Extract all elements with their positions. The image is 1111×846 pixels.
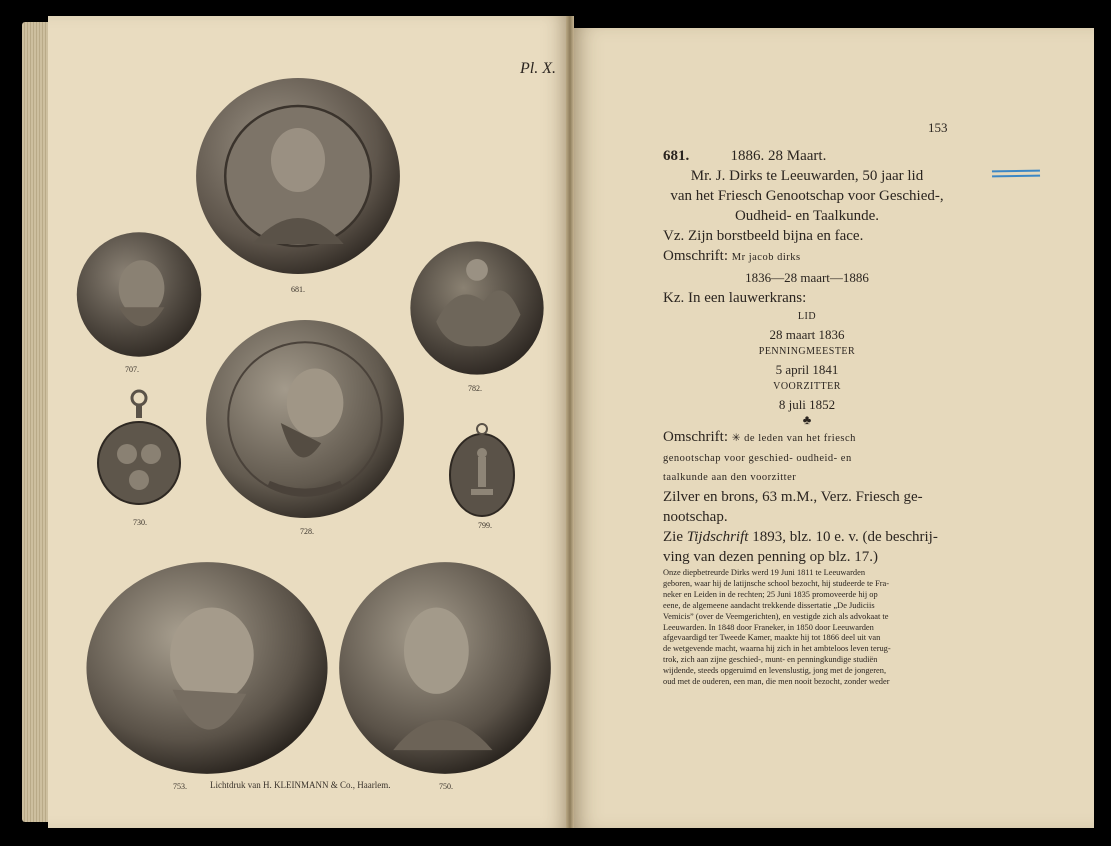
note-line: trok, zich aan zijne geschied-, munt- en penningkundige studiën [663,655,878,665]
inscription-line: VOORZITTER [773,381,841,392]
material-line-2: nootschap. [663,509,728,525]
medal-782 [409,240,545,376]
inscription-line: 28 maart 1836 [769,326,845,342]
caption-730: 730. [133,518,147,527]
note-line: Vemicis” (over de Veemgerichten), en vestigde zich als advokaat te [663,611,889,621]
omschrift-text: Mr jacob dirks [731,252,801,263]
reverse-legend-3: taalkunde aan den voorzitter [663,472,797,483]
omschrift-text: ✳ de leden van het friesch [731,433,856,444]
note-line: afgevaardigd ter Tweede Kamer, maakte hij tot 1866 deel uit van [663,633,881,643]
entry-line-3: Oudheid- en Taalkunde. [734,208,880,224]
entry-header [663,146,951,166]
reference-line-1 [663,527,951,547]
plate-label: Pl. X. [520,60,556,77]
inscription-line: 8 juli 1852 [778,396,836,412]
note-line: geboren, waar hij de latijnsche school bezocht, hij studeerde te Fra- [663,578,890,588]
inscription-line: LID [797,311,817,322]
medal-750 [337,560,553,776]
caption-728: 728. [300,527,314,536]
medal-728 [203,318,407,520]
book-gutter [566,16,574,828]
caption-750: 750. [439,782,453,791]
reference-prefix: Zie [663,529,687,545]
reverse-inscription [663,308,951,413]
medal-707 [75,231,203,358]
catalogue-entry [663,146,951,688]
note-line: Onze diepbetreurde Dirks werd 19 Juni 1811 te Leeuwarden [663,568,866,577]
reverse-line: Kz. In een lauwerkrans: [663,290,807,306]
medal-753 [84,560,330,776]
page-number: 153 [928,120,948,135]
inscription-line: 5 april 1841 [775,361,839,377]
caption-782: 782. [468,384,482,393]
reverse-legend [663,427,951,449]
medal-730 [97,388,181,512]
note-line: oud met de ouderen, een man, die men nooit bezocht, zonder weder [663,677,890,687]
note-line: wijdende, steeds opgeruimd en levenslustig, jong met de jongeren, [663,666,887,676]
medal-799 [447,421,517,517]
entry-date: 1886. 28 Maart. [730,148,827,164]
obverse-legend [663,246,951,268]
printer-credit: Lichtdruk van H. KLEINMANN & Co., Haarlem. [210,780,391,790]
pencil-mark [992,170,1040,178]
reference-title: Tijdschrift [686,529,749,545]
omschrift-label: Omschrift: [663,248,728,264]
note-line: de wetgevende macht, waarna hij zich in het ambteloos leven terug- [663,644,891,654]
caption-707: 707. [125,365,139,374]
reverse-legend-2: genootschap voor geschied- oudheid- en [663,453,852,464]
omschrift-label: Omschrift: [663,429,728,445]
note-line: Leeuwarden. In 1848 door Franeker, in 1850 door Leeuwarden [663,622,874,632]
material-line-1: Zilver en brons, 63 m.M., Verz. Friesch ge- [663,489,923,505]
biographical-note [663,568,951,688]
medal-681 [194,76,402,276]
caption-799: 799. [478,521,492,530]
obverse-line: Vz. Zijn borstbeeld bijna en face. [663,228,864,244]
ornament-icon: ♣ [802,412,812,427]
reference-line-2: ving van dezen penning op blz. 17.) [663,549,878,565]
caption-753: 753. [173,782,187,791]
entry-line-2: van het Friesch Genootschap voor Geschied-, [670,188,944,204]
reference-suffix: 1893, blz. 10 e. v. (de beschrij- [748,529,938,545]
caption-681: 681. [291,285,305,294]
inscription-line: PENNINGMEESTER [758,346,856,357]
note-line: eene, de algemeene aandacht trekkende dissertatie „De Judiciis [663,600,875,610]
note-line: neker en Leiden in de rechten; 25 Juni 1835 promoveerde hij op [663,589,878,599]
entry-number: 681. [663,148,690,164]
obverse-date: 1836—28 maart—1886 [745,270,869,285]
entry-line-1: Mr. J. Dirks te Leeuwarden, 50 jaar lid [690,168,924,184]
